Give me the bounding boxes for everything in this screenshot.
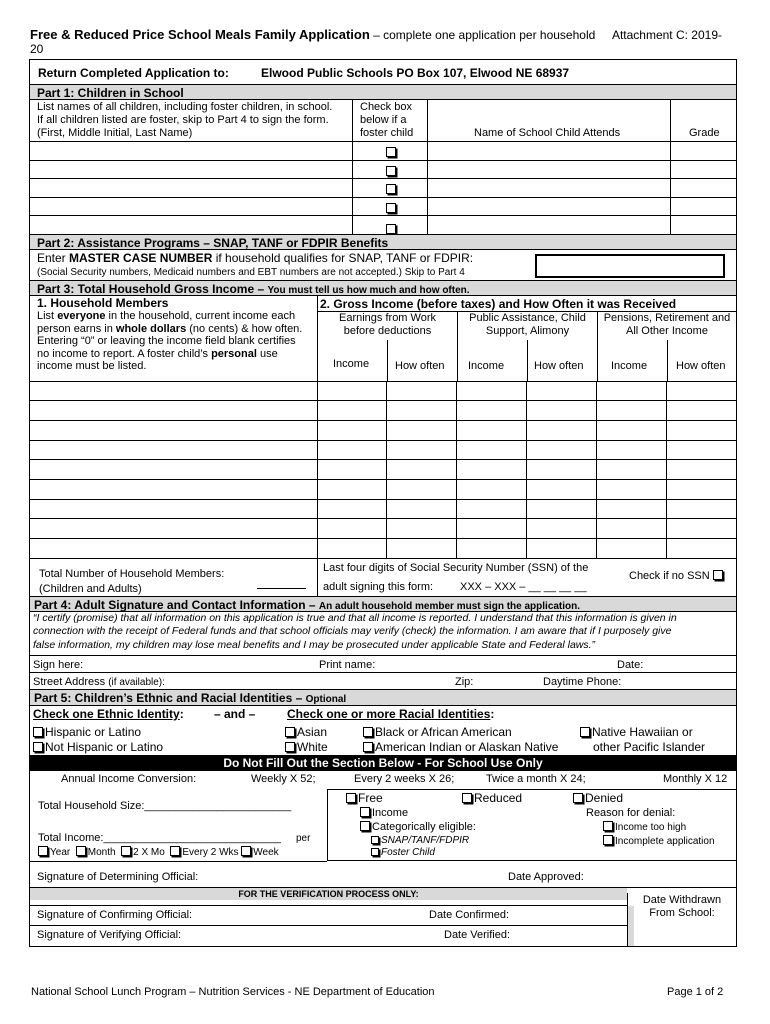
- print-name-field[interactable]: Print name:: [319, 658, 376, 671]
- asian-label: Asian: [297, 724, 328, 739]
- how-often-input[interactable]: [666, 519, 737, 538]
- member-name-input[interactable]: [30, 401, 317, 420]
- how-often-input[interactable]: [386, 519, 456, 538]
- certify2: connection with the receipt of Federal funds and that school officials may verify (check) the information. I am aware that if I purposely give: [33, 625, 672, 638]
- checkbox-icon[interactable]: [38, 846, 48, 856]
- income-input[interactable]: [456, 460, 526, 479]
- how-often-input[interactable]: [526, 401, 596, 420]
- income-input[interactable]: [456, 441, 526, 460]
- part3-heading-text: [37, 282, 470, 296]
- racial-heading: Check one or more Racial Identities:: [287, 706, 495, 721]
- income-input[interactable]: [317, 519, 386, 538]
- checkbox-icon[interactable]: [580, 727, 590, 737]
- too-high-opt[interactable]: [603, 821, 686, 833]
- checkbox-icon[interactable]: [573, 793, 583, 803]
- hm-l1a: List: [37, 310, 58, 322]
- checkbox-icon[interactable]: [76, 846, 86, 856]
- household-member-row: [30, 401, 736, 421]
- member-name-input[interactable]: [30, 480, 317, 499]
- racial-heading-text: Check one or more Racial Identities: [287, 706, 491, 721]
- child-name-input[interactable]: [30, 161, 352, 179]
- part4-heading-text: [34, 598, 580, 612]
- and-label: – and –: [214, 706, 256, 721]
- checkbox-icon[interactable]: [603, 821, 613, 831]
- income-label-3: Income: [611, 359, 648, 372]
- reduced-option[interactable]: [462, 791, 522, 805]
- confirming-signature-field[interactable]: Signature of Confirming Official:: [37, 908, 193, 921]
- foster-checkbox[interactable]: [386, 147, 396, 157]
- household-member-row: [30, 500, 736, 520]
- ssn1: Last four digits of Social Security Number (SSN) of the: [323, 561, 589, 574]
- grade-input[interactable]: [670, 216, 737, 234]
- how-often-input[interactable]: [666, 480, 737, 499]
- grade-input[interactable]: [670, 161, 737, 179]
- checkbox-icon[interactable]: [363, 742, 373, 752]
- hm-l1c: in the household, current income each: [105, 310, 296, 322]
- checkbox-icon[interactable]: [346, 793, 356, 803]
- household-member-row: [30, 519, 736, 539]
- checkbox-icon[interactable]: [371, 836, 379, 844]
- income-opt-label: Income: [372, 806, 409, 819]
- no-ssn-checkbox[interactable]: [713, 570, 723, 580]
- income-input[interactable]: [596, 539, 666, 558]
- income-input[interactable]: [456, 500, 526, 519]
- address-row: [30, 673, 736, 690]
- income-input[interactable]: [317, 480, 386, 499]
- foster-checkbox[interactable]: [386, 203, 396, 213]
- date-confirmed-field[interactable]: Date Confirmed:: [429, 908, 510, 921]
- hm-l3: Entering “0” or leaving the income field blank certifies: [37, 335, 296, 347]
- denied-label: Denied: [585, 790, 624, 805]
- how-often-input[interactable]: [386, 382, 456, 401]
- checkbox-icon[interactable]: [285, 727, 295, 737]
- part2-heading-text: Part 2: Assistance Programs – SNAP, TANF or FDPIR Benefits: [37, 235, 389, 250]
- certify3: false information, my children may lose meal benefits and I may be prosecuted under applicable State and Federal laws.”: [33, 638, 596, 651]
- too-high-label: Income too high: [615, 821, 687, 833]
- black-option[interactable]: [363, 725, 512, 739]
- signature-row: [30, 656, 736, 673]
- how-often-input[interactable]: [386, 500, 456, 519]
- denied-option[interactable]: [573, 791, 623, 805]
- twox-label: 2 X Mo: [133, 846, 165, 858]
- income-input[interactable]: [596, 460, 666, 479]
- member-name-input[interactable]: [30, 460, 317, 479]
- date-approved-field[interactable]: Date Approved:: [508, 870, 584, 883]
- not-hispanic-label: Not Hispanic or Latino: [45, 739, 164, 754]
- withdrawn1: Date Withdrawn: [642, 893, 722, 906]
- member-name-input[interactable]: [30, 539, 317, 558]
- part3-column-headers: [30, 296, 736, 382]
- child-row: [30, 216, 736, 235]
- part2-case-row: [30, 250, 736, 281]
- how-often-input[interactable]: [526, 460, 596, 479]
- determining-signature-field[interactable]: Signature of Determining Official:: [37, 870, 199, 883]
- part1-heading: [30, 85, 736, 100]
- child-name-input[interactable]: [30, 179, 352, 197]
- indian-option[interactable]: [363, 740, 558, 754]
- black-label: Black or African American: [375, 724, 512, 739]
- income-input[interactable]: [596, 519, 666, 538]
- part3-heading-sub: You must tell us how much and how often.: [267, 284, 470, 296]
- foster-checkbox[interactable]: [386, 224, 396, 234]
- form-header: [30, 28, 750, 56]
- checkbox-icon[interactable]: [603, 835, 613, 845]
- checkbox-icon[interactable]: [462, 793, 472, 803]
- total-members-input[interactable]: [257, 588, 306, 589]
- how-often-input[interactable]: [666, 500, 737, 519]
- free-option[interactable]: [346, 791, 383, 805]
- part1-instructions: [37, 101, 332, 140]
- sign-here-field[interactable]: Sign here:: [33, 658, 84, 671]
- how-often-input[interactable]: [526, 519, 596, 538]
- hm-title: 1. Household Members: [37, 295, 169, 310]
- footer-program: National School Lunch Program – Nutrition Services - NE Department of Education: [31, 986, 435, 998]
- form-subtitle: – complete one application per household: [373, 28, 596, 42]
- ethnic-heading-text: Check one Ethnic Identity: [33, 706, 180, 721]
- hm-l4c: use: [256, 347, 278, 360]
- return-row: [30, 60, 736, 85]
- monthly-label: Monthly X 12: [663, 772, 728, 785]
- how-often-input[interactable]: [386, 421, 456, 440]
- hm-l2c: (no cents) & how often.: [186, 322, 303, 335]
- checkbox-icon[interactable]: [241, 846, 251, 856]
- school-name-input[interactable]: [427, 161, 670, 179]
- foster-cell: [352, 216, 427, 234]
- date-field[interactable]: Date:: [617, 658, 644, 671]
- how-often-input[interactable]: [526, 480, 596, 499]
- reduced-label: Reduced: [474, 790, 523, 805]
- checkbox-icon[interactable]: [170, 846, 180, 856]
- ssn2: adult signing this form:: [323, 580, 434, 593]
- income-input[interactable]: [596, 500, 666, 519]
- part4-heading: [30, 597, 736, 612]
- month-label: Month: [87, 846, 116, 858]
- part1-column-headers: [30, 100, 736, 142]
- application-form: [29, 59, 737, 947]
- case-bold: MASTER CASE NUMBER: [69, 250, 213, 265]
- earn1: Earnings from Work: [339, 311, 436, 324]
- hispanic-option[interactable]: [33, 725, 141, 739]
- part1-instr1: List names of all children, including foster children, in school.: [37, 101, 333, 113]
- member-name-input[interactable]: [30, 421, 317, 440]
- foster-opt[interactable]: [371, 847, 435, 858]
- income-input[interactable]: [596, 401, 666, 420]
- foster-cell: [352, 142, 427, 160]
- income-input[interactable]: [317, 382, 386, 401]
- weekly-label: Weekly X 52;: [251, 772, 316, 785]
- how-often-label-1: How often: [395, 359, 445, 372]
- not-hispanic-option[interactable]: [33, 740, 163, 754]
- member-name-input[interactable]: [30, 382, 317, 401]
- how-often-input[interactable]: [526, 382, 596, 401]
- household-member-row: [30, 382, 736, 402]
- street-label-small: (if available):: [108, 676, 165, 688]
- how-often-input[interactable]: [386, 401, 456, 420]
- how-often-label-3: How often: [676, 359, 726, 372]
- member-name-input[interactable]: [30, 441, 317, 460]
- every2-label: Every 2 weeks X 26;: [354, 772, 455, 785]
- total-income-field[interactable]: Total Income:_____________________________: [38, 831, 281, 844]
- part2-heading: [30, 235, 736, 250]
- income-input[interactable]: [456, 539, 526, 558]
- income-input[interactable]: [456, 480, 526, 499]
- divider: [30, 861, 327, 862]
- divider: [387, 340, 388, 381]
- totals-row: [30, 559, 736, 597]
- pen1: Pensions, Retirement and: [603, 311, 731, 324]
- part4-heading-main: Part 4: Adult Signature and Contact Information –: [34, 597, 319, 612]
- school-name-input[interactable]: [427, 179, 670, 197]
- part4-heading-sub: An adult household member must sign the application.: [318, 600, 581, 612]
- school-use-banner: Do Not Fill Out the Section Below - For School Use Only: [30, 756, 736, 771]
- divider: [667, 340, 668, 381]
- total2: (Children and Adults): [39, 582, 142, 595]
- divider: [527, 340, 528, 381]
- income-input[interactable]: [317, 539, 386, 558]
- grade-col-label: Grade: [689, 127, 720, 139]
- free-label: Free: [358, 790, 383, 805]
- checkbox-icon[interactable]: [285, 742, 295, 752]
- household-member-row: [30, 539, 736, 559]
- hm-l2a: person earns in: [37, 322, 116, 335]
- verifying-signature-field[interactable]: Signature of Verifying Official:: [37, 928, 182, 941]
- income-input[interactable]: [596, 382, 666, 401]
- certify1: “I certify (promise) that all information on this application is true and that all income is reported. I understand that this information is given in: [33, 611, 677, 624]
- hawaiian-label: Native Hawaiian or: [592, 724, 693, 739]
- child-name-input[interactable]: [30, 216, 352, 234]
- foster-hdr-2: below if a: [360, 114, 407, 126]
- hm-l4b: personal: [211, 347, 257, 360]
- grade-input[interactable]: [670, 198, 737, 216]
- form-title: Free & Reduced Price School Meals Family Application: [30, 27, 370, 42]
- household-members-instructions: [37, 297, 302, 373]
- how-often-label-2: How often: [534, 359, 584, 372]
- checkbox-icon[interactable]: [360, 821, 370, 831]
- case-number-note: (Social Security numbers, Medicaid numbers and EBT numbers are not accepted.) Skip to Part 4: [37, 266, 465, 278]
- income-input[interactable]: [596, 441, 666, 460]
- foster-checkbox[interactable]: [386, 166, 396, 176]
- master-case-number-input[interactable]: [535, 254, 725, 278]
- income-input[interactable]: [456, 421, 526, 440]
- pa1: Public Assistance, Child: [469, 311, 586, 324]
- how-often-input[interactable]: [666, 441, 737, 460]
- snap-opt[interactable]: [371, 835, 469, 846]
- no-ssn-label: Check if no SSN: [629, 569, 710, 582]
- gi-title: 2. Gross Income (before taxes) and How Often it was Received: [320, 296, 677, 311]
- pen2: All Other Income: [626, 324, 708, 337]
- hawaiian-option[interactable]: [580, 725, 693, 739]
- how-often-input[interactable]: [526, 500, 596, 519]
- islander-label: other Pacific Islander: [593, 739, 706, 754]
- school-name-input[interactable]: [427, 142, 670, 160]
- white-option[interactable]: [285, 740, 328, 754]
- ssn-input[interactable]: XXX – XXX – __ __ __ __: [460, 580, 587, 593]
- grade-input[interactable]: [670, 179, 737, 197]
- income-input[interactable]: [456, 401, 526, 420]
- how-often-input[interactable]: [526, 539, 596, 558]
- income-input[interactable]: [456, 382, 526, 401]
- income-input[interactable]: [317, 421, 386, 440]
- income-opt[interactable]: [360, 807, 408, 819]
- frequency-options: [38, 846, 279, 858]
- incomplete-label: Incomplete application: [615, 835, 715, 847]
- part1-instr2: If all children listed are foster, skip to Part 4 to sign the form.: [37, 114, 329, 126]
- how-often-input[interactable]: [386, 480, 456, 499]
- attachment-label: Attachment C: 2019-: [611, 28, 722, 42]
- income-input[interactable]: [596, 421, 666, 440]
- indian-label: American Indian or Alaskan Native: [375, 739, 559, 754]
- child-name-input[interactable]: [30, 198, 352, 216]
- certification-statement: [30, 612, 736, 656]
- school-col-label: Name of School Child Attends: [474, 127, 621, 139]
- checkbox-icon[interactable]: [360, 807, 370, 817]
- gross-income-header: [317, 296, 736, 381]
- part5-heading-text: [34, 691, 346, 705]
- return-label: Return Completed Application to:: [38, 66, 229, 80]
- income-input[interactable]: [317, 460, 386, 479]
- part1-heading-text: Part 1: Children in School: [37, 86, 184, 100]
- part5-heading-main: Part 5: Children’s Ethnic and Racial Identities –: [34, 690, 306, 705]
- how-often-input[interactable]: [526, 441, 596, 460]
- every2wks-label: Every 2 Wks: [182, 846, 239, 858]
- foster-col-header: [352, 100, 427, 141]
- member-name-input[interactable]: [30, 519, 317, 538]
- foster-checkbox[interactable]: [386, 184, 396, 194]
- child-row: [30, 179, 736, 198]
- case-number-prompt: [37, 251, 473, 265]
- office-section: [30, 771, 736, 906]
- categ-label: Categorically eligible:: [372, 820, 476, 833]
- foster-cell: [352, 198, 427, 216]
- how-often-input[interactable]: [666, 421, 737, 440]
- hm-l5: income must be listed.: [37, 360, 147, 372]
- checkbox-icon[interactable]: [33, 742, 43, 752]
- household-member-row: [30, 480, 736, 500]
- case-pre: Enter: [37, 250, 70, 265]
- total-members-label: [39, 567, 224, 597]
- income-input[interactable]: [317, 401, 386, 420]
- child-row: [30, 161, 736, 180]
- total1: Total Number of Household Members:: [39, 567, 225, 580]
- twice-label: Twice a month X 24;: [486, 772, 586, 785]
- hispanic-label: Hispanic or Latino: [45, 724, 142, 739]
- grade-input[interactable]: [670, 142, 737, 160]
- part5-heading-sub: Optional: [305, 693, 347, 705]
- foster-cell: [352, 161, 427, 179]
- foster-label: Foster Child: [381, 846, 435, 858]
- income-label-2: Income: [468, 359, 505, 372]
- snap-label: SNAP/TANF/FDPIR: [381, 834, 470, 846]
- earn2: before deductions: [343, 324, 432, 337]
- asian-option[interactable]: [285, 725, 327, 739]
- ethnic-racial-section: [30, 706, 736, 756]
- part5-heading: [30, 690, 736, 706]
- white-label: White: [297, 739, 328, 754]
- how-often-input[interactable]: [526, 421, 596, 440]
- part3-heading: [30, 281, 736, 296]
- week-label: Week: [253, 846, 279, 858]
- withdrawn2: From School:: [649, 906, 715, 919]
- school-col-header: [427, 100, 670, 141]
- checkbox-icon[interactable]: [363, 727, 373, 737]
- incomplete-opt[interactable]: [603, 835, 715, 847]
- hm-l2b: whole dollars: [115, 322, 187, 335]
- phone-field[interactable]: Daytime Phone:: [543, 675, 622, 688]
- household-member-row: [30, 460, 736, 480]
- checkbox-icon[interactable]: [371, 848, 379, 856]
- member-name-input[interactable]: [30, 500, 317, 519]
- attachment-year-cont: 20: [30, 42, 44, 56]
- child-row: [30, 198, 736, 217]
- income-input[interactable]: [317, 500, 386, 519]
- how-often-input[interactable]: [666, 382, 737, 401]
- date-verified-field[interactable]: Date Verified:: [444, 928, 511, 941]
- how-often-input[interactable]: [666, 401, 737, 420]
- date-withdrawn-box[interactable]: [627, 893, 736, 946]
- pa2: Support, Alimony: [485, 324, 570, 337]
- hm-l1b: everyone: [57, 310, 106, 322]
- foster-hdr-1: Check box: [360, 101, 412, 113]
- income-input[interactable]: [596, 480, 666, 499]
- ethnic-heading: Check one Ethnic Identity:: [33, 706, 184, 721]
- street-address-field[interactable]: [33, 676, 165, 688]
- reason-label: Reason for denial:: [586, 806, 676, 819]
- categ-opt[interactable]: [360, 821, 476, 833]
- part3-heading-main: Part 3: Total Household Gross Income –: [37, 281, 268, 296]
- child-name-input[interactable]: [30, 142, 352, 160]
- return-address: Elwood Public Schools PO Box 107, Elwood NE 68937: [261, 66, 570, 80]
- income-label-1: Income: [333, 357, 370, 370]
- no-ssn-check[interactable]: [629, 570, 725, 582]
- how-often-input[interactable]: [386, 460, 456, 479]
- street-label: Street Address: [33, 675, 109, 688]
- conv-label: Annual Income Conversion:: [61, 772, 197, 785]
- verification-banner: FOR THE VERIFICATION PROCESS ONLY:: [30, 888, 627, 900]
- school-name-input[interactable]: [427, 198, 670, 216]
- per-label: per: [296, 832, 311, 844]
- how-often-input[interactable]: [386, 441, 456, 460]
- household-member-row: [30, 421, 736, 441]
- foster-hdr-3: foster child: [360, 127, 414, 139]
- school-name-input[interactable]: [427, 216, 670, 234]
- hm-l4: no income to report. A foster child’s: [37, 347, 212, 360]
- household-size-field[interactable]: Total Household Size:________________________: [38, 799, 292, 812]
- household-member-row: [30, 441, 736, 461]
- grade-col-header: [670, 100, 737, 141]
- how-often-input[interactable]: [666, 460, 737, 479]
- how-often-input[interactable]: [386, 539, 456, 558]
- case-post: if household qualifies for SNAP, TANF or FDPIR:: [212, 250, 474, 265]
- ssn-cell: [317, 559, 736, 596]
- income-input[interactable]: [456, 519, 526, 538]
- zip-field[interactable]: Zip:: [455, 675, 474, 688]
- year-label: Year: [50, 846, 71, 858]
- page-number: Page 1 of 2: [667, 986, 724, 998]
- foster-cell: [352, 179, 427, 197]
- checkbox-icon[interactable]: [121, 846, 131, 856]
- income-input[interactable]: [317, 441, 386, 460]
- part1-instr3: (First, Middle Initial, Last Name): [37, 127, 193, 139]
- child-row: [30, 142, 736, 161]
- how-often-input[interactable]: [666, 539, 737, 558]
- checkbox-icon[interactable]: [33, 727, 43, 737]
